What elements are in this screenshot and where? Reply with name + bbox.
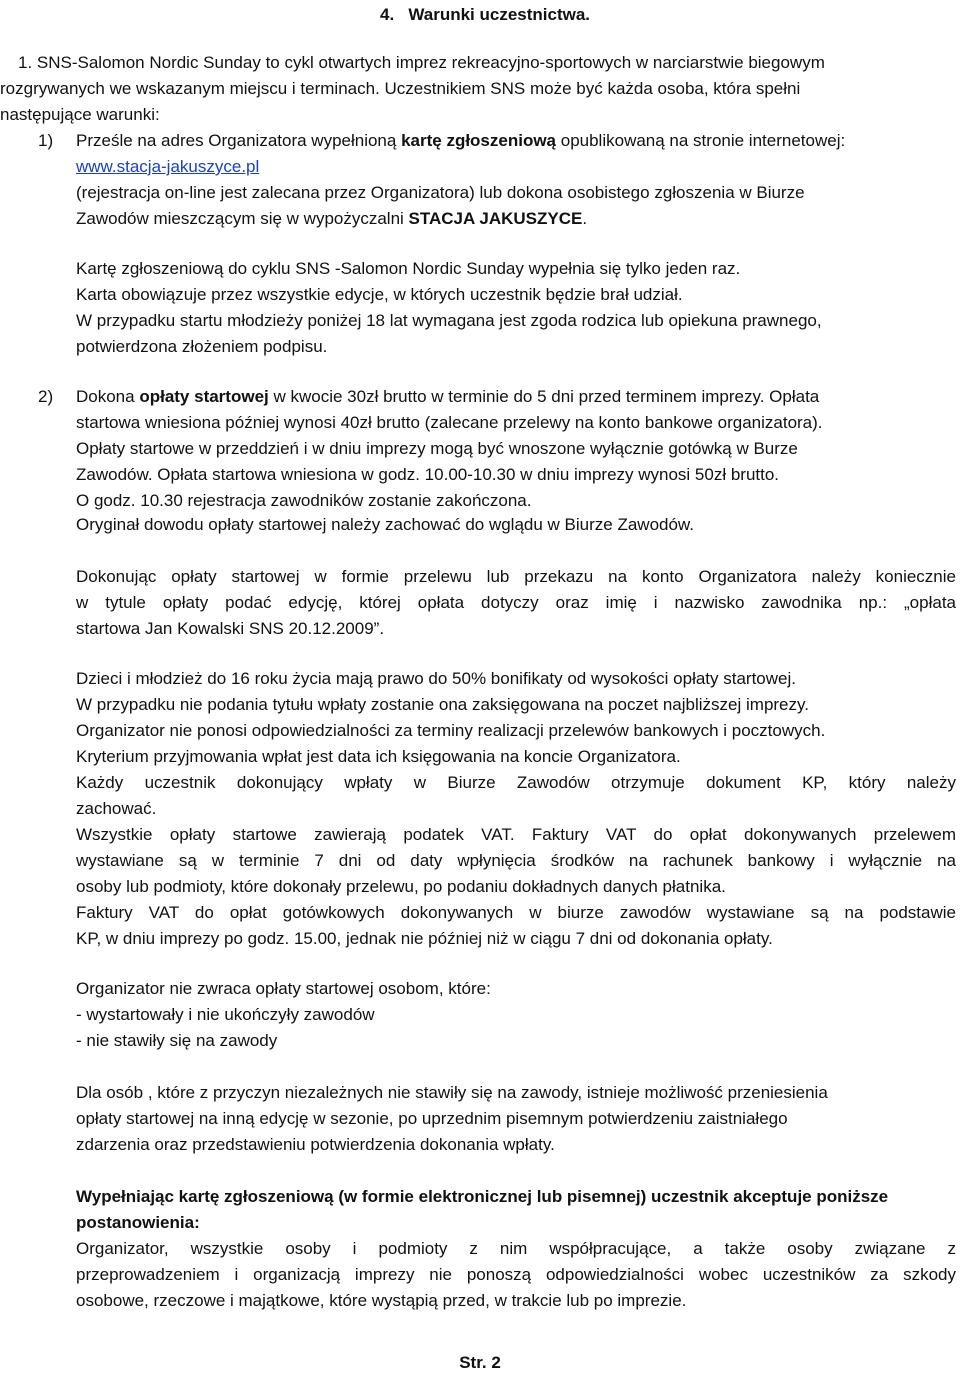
intro-line-3: następujące warunki: <box>0 105 160 124</box>
card-line-3: W przypadku startu młodzieży poniżej 18 lat wymagana jest zgoda rodzica lub opiekuna prawnego, <box>76 311 822 330</box>
page-number: Str. 2 <box>459 1353 501 1372</box>
item2-line-5: O godz. 10.30 rejestracja zawodników zostanie zakończona. <box>76 491 532 510</box>
item2-line-4: Zawodów. Opłata startowa wniesiona w godz. 10.00-10.30 w dniu imprezy wynosi 50zł brutto. <box>76 465 780 484</box>
item2-number: 2) <box>38 387 54 406</box>
acceptance-line-1: Organizator, wszystkie osoby i podmioty z nim współpracujące, a także osoby związane z <box>76 1239 956 1258</box>
item1-text-pre: Prześle na adres Organizatora wypełnioną <box>76 131 402 150</box>
discounts-line-10: Faktury VAT do opłat gotówkowych dokonywanych w biurze zawodów wystawiane są na podstawie <box>76 903 956 922</box>
discounts-line-1: Dzieci i młodzież do 16 roku życia mają prawo do 50% bonifikaty od wysokości opłaty startowej. <box>76 669 796 688</box>
item1-l4-post: . <box>582 209 588 228</box>
item1-number: 1) <box>38 131 54 150</box>
discounts-line-7: Wszystkie opłaty startowe zawierają podatek VAT. Faktury VAT do opłat dokonywanych przelewem <box>76 825 956 844</box>
discounts-line-5: Każdy uczestnik dokonujący wpłaty w Biurze Zawodów otrzymuje dokument KP, który należy <box>76 773 956 792</box>
item1-line-2 <box>76 156 259 178</box>
discounts-line-8: wystawiane są w terminie 7 dni od daty wpłynięcia środków na rachunek bankowy i wyłącznie na <box>76 851 956 870</box>
item1-line-4 <box>76 208 587 230</box>
item1-l4-pre: Zawodów mieszczącym się w wypożyczalni <box>76 209 409 228</box>
item2-line-2: startowa wniesiona później wynosi 40zł brutto (zalecane przelewy na konto bankowe organizatora). <box>76 413 823 432</box>
discounts-line-6: zachować. <box>76 799 157 818</box>
card-line-4: potwierdzona złożeniem podpisu. <box>76 337 328 356</box>
item1-line-3: (rejestracja on-line jest zalecana przez Organizatora) lub dokona osobistego zgłoszenia w Biurze <box>76 183 805 202</box>
intro-line-2: rozgrywanych we wskazanym miejscu i terminach. Uczestnikiem SNS może być każda osoba, która spełni <box>0 79 801 98</box>
discounts-line-4: Kryterium przyjmowania wpłat jest data ich księgowania na koncie Organizatora. <box>76 747 681 766</box>
transfer-line-3: startowa Jan Kowalski SNS 20.12.2009”. <box>76 619 385 638</box>
section-heading: 4. Warunki uczestnictwa. <box>380 5 591 24</box>
item1-text-post: opublikowaną na stronie internetowej: <box>556 131 846 150</box>
item2-line-3: Opłaty startowe w przeddzień i w dniu imprezy mogą być wnoszone wyłącznie gotówką w Burze <box>76 439 798 458</box>
refund-line-2: - wystartowały i nie ukończyły zawodów <box>76 1005 375 1024</box>
intro-line-1: 1. SNS-Salomon Nordic Sunday to cykl otwartych imprez rekreacyjno-sportowych w narciarstwie biegowym <box>18 53 825 72</box>
acceptance-line-2: przeprowadzeniem i organizacją imprezy nie ponoszą odpowiedzialności wobec uczestników za szkody <box>76 1265 956 1284</box>
discounts-line-9: osoby lub podmioty, które dokonały przelewu, po podaniu dokładnych danych płatnika. <box>76 877 726 896</box>
item1-l4-bold: STACJA JAKUSZYCE <box>408 209 583 228</box>
refund-line-1: Organizator nie zwraca opłaty startowej osobom, które: <box>76 979 491 998</box>
edition-line-3: zdarzenia oraz przedstawieniu potwierdzenia dokonania wpłaty. <box>76 1135 555 1154</box>
item2-text-pre: Dokona <box>76 387 140 406</box>
card-line-1: Kartę zgłoszeniową do cyklu SNS -Salomon Nordic Sunday wypełnia się tylko jeden raz. <box>76 259 741 278</box>
discounts-line-2: W przypadku nie podania tytułu wpłaty zostanie ona zaksięgowana na poczet najbliższej imprezy. <box>76 695 809 714</box>
website-link[interactable]: www.stacja-jakuszyce.pl <box>76 157 260 176</box>
refund-line-3: - nie stawiły się na zawody <box>76 1031 278 1050</box>
transfer-line-1: Dokonując opłaty startowej w formie przelewu lub przekazu na konto Organizatora należy koniecznie <box>76 567 956 586</box>
edition-line-2: opłaty startowej na inną edycję w sezonie, po uprzednim pisemnym potwierdzeniu zaistniałego <box>76 1109 788 1128</box>
item2-line-6: Oryginał dowodu opłaty startowej należy zachować do wglądu w Biurze Zawodów. <box>76 515 694 534</box>
edition-line-1: Dla osób , które z przyczyn niezależnych nie stawiły się na zawody, istnieje możliwość przeniesienia <box>76 1083 828 1102</box>
discounts-line-3: Organizator nie ponosi odpowiedzialności za terminy realizacji przelewów bankowych i pocztowych. <box>76 721 826 740</box>
acceptance-line-3: osobowe, rzeczowe i majątkowe, które wystąpią przed, w trakcie lub po imprezie. <box>76 1291 687 1310</box>
item2-line-1 <box>76 386 819 408</box>
acceptance-bold-1: Wypełniając kartę zgłoszeniową (w formie elektronicznej lub pisemnej) uczestnik akceptuje poniższe <box>76 1187 889 1206</box>
transfer-line-2: w tytule opłaty podać edycję, której opłata dotyczy oraz imię i nazwisko zawodnika np.: „opłata <box>76 593 956 612</box>
discounts-line-11: KP, w dniu imprezy po godz. 15.00, jednak nie później niż w ciągu 7 dni od dokonania opłaty. <box>76 929 773 948</box>
item2-text-post: w kwocie 30zł brutto w terminie do 5 dni przed terminem imprezy. Opłata <box>268 387 820 406</box>
card-line-2: Karta obowiązuje przez wszystkie edycje, w których uczestnik będzie brał udział. <box>76 285 683 304</box>
item2-text-bold: opłaty startowej <box>139 387 269 406</box>
item1-line-1 <box>76 130 845 152</box>
acceptance-bold-2: postanowienia: <box>76 1213 200 1232</box>
item1-text-bold: kartę zgłoszeniową <box>401 131 557 150</box>
